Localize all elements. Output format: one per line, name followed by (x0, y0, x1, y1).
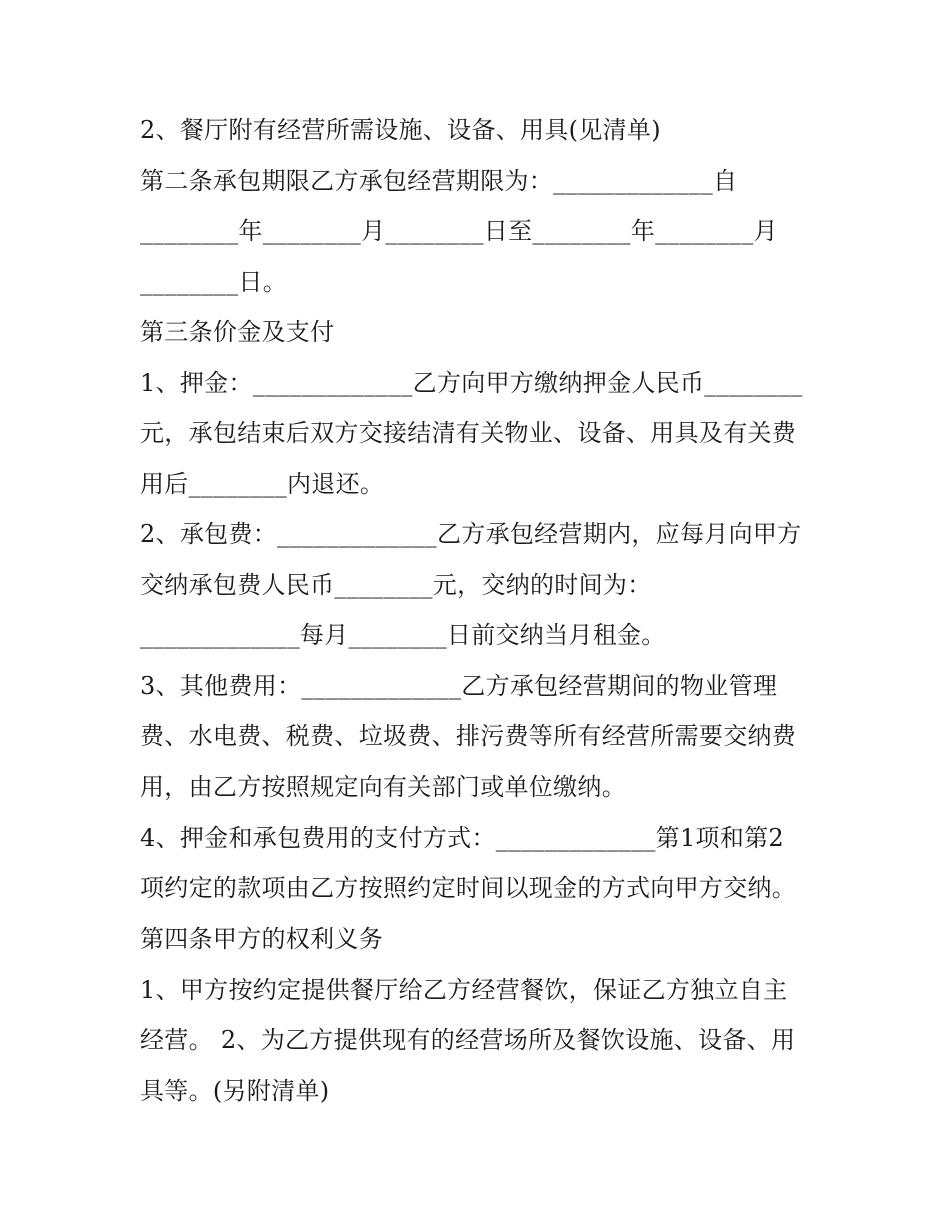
section-heading: 第四条甲方的权利义务 (140, 925, 383, 953)
text-line: 第二条承包期限乙方承包经营期限为：_____________自 (140, 167, 738, 195)
text-line: 4、押金和承包费用的支付方式：_____________第1项和第2 (140, 824, 785, 852)
text-line: 项约定的款项由乙方按照约定时间以现金的方式向甲方交纳。 (140, 874, 797, 902)
text-line: 用，由乙方按照规定向有关部门或单位缴纳。 (140, 773, 626, 801)
text-line: 交纳承包费人民币________元，交纳的时间为： (140, 571, 652, 599)
text-line: 1、甲方按约定提供餐厅给乙方经营餐饮，保证乙方独立自主 (140, 976, 788, 1004)
section-heading: 第三条价金及支付 (140, 318, 335, 346)
text-line: 3、其他费用：_____________乙方承包经营期间的物业管理 (140, 672, 778, 700)
text-line: _____________每月________日前交纳当月租金。 (140, 621, 666, 649)
text-line: 2、承包费：_____________乙方承包经营期内，应每月向甲方 (140, 520, 802, 548)
text-line: 具等。(另附清单) (140, 1077, 330, 1105)
text-line: 2、餐厅附有经营所需设施、设备、用具(见清单) (140, 116, 661, 144)
text-line: 用后________内退还。 (140, 470, 385, 498)
text-line: ________日。 (140, 268, 287, 296)
text-line: 元，承包结束后双方交接结清有关物业、设备、用具及有关费 (140, 419, 797, 447)
text-line: 经营。 2、为乙方提供现有的经营场所及餐饮设施、设备、用 (140, 1026, 796, 1054)
text-line: ________年________月________日至________年________月 (140, 217, 778, 245)
text-line: 费、水电费、税费、垃圾费、排污费等所有经营所需要交纳费 (140, 722, 797, 750)
text-line: 1、押金：_____________乙方向甲方缴纳押金人民币________ (140, 369, 803, 397)
